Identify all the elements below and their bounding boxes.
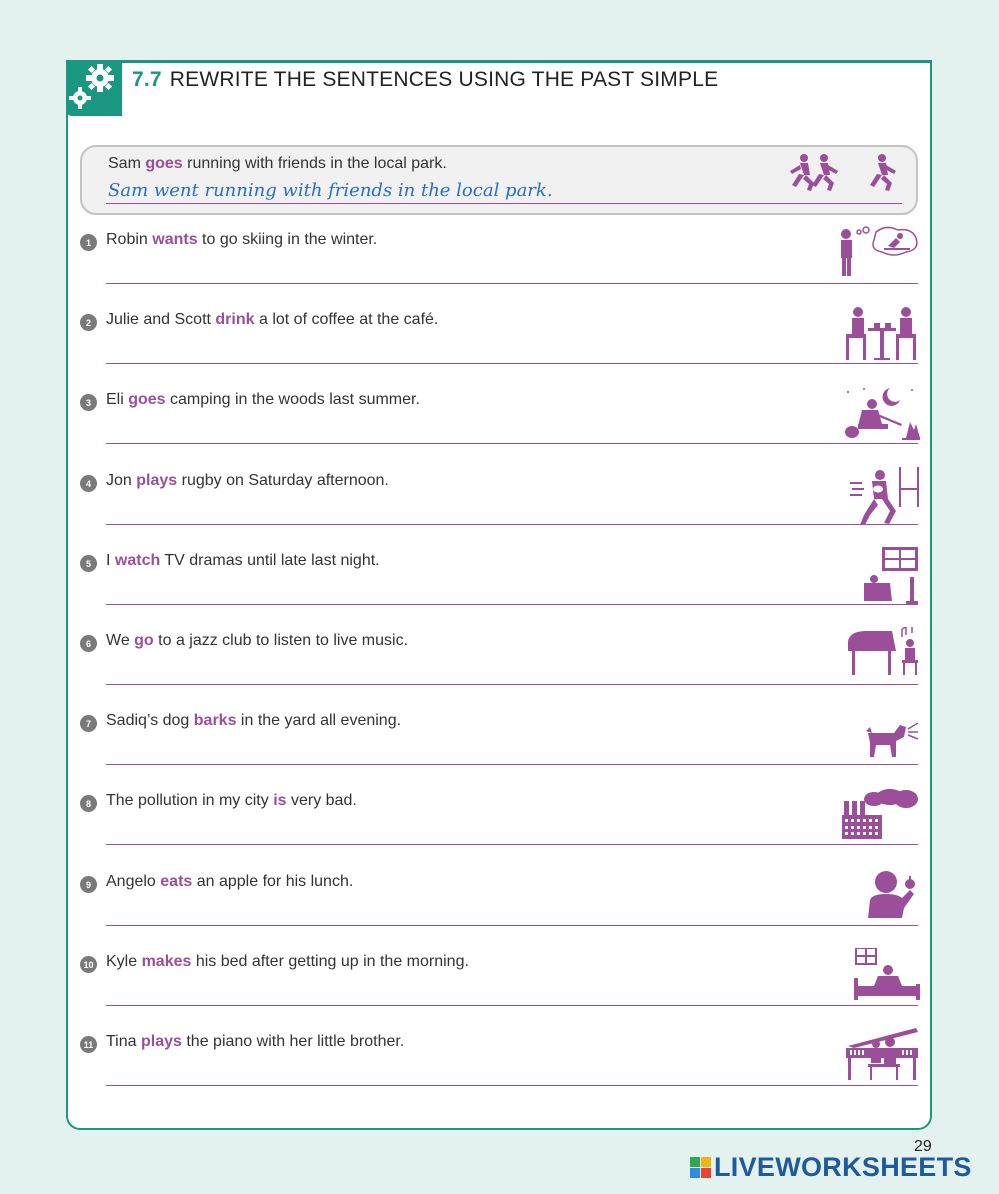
answer-line[interactable] bbox=[106, 764, 918, 765]
item-number: 9 bbox=[80, 876, 97, 893]
item-after: camping in the woods last summer. bbox=[165, 391, 420, 408]
piano-duet-icon bbox=[846, 1028, 920, 1082]
answer-line[interactable] bbox=[106, 925, 918, 926]
liveworksheets-logo bbox=[690, 1152, 972, 1183]
logo-squares-icon bbox=[690, 1157, 711, 1178]
item-sentence bbox=[106, 552, 380, 570]
item-after: the piano with her little brother. bbox=[181, 1033, 405, 1050]
item-number: 3 bbox=[80, 394, 97, 411]
item-before: Sadiq’s dog bbox=[106, 712, 194, 729]
item-number: 10 bbox=[80, 956, 97, 973]
making-bed-icon bbox=[854, 948, 920, 1004]
item-before: We bbox=[106, 632, 135, 649]
gears-icon bbox=[66, 60, 122, 116]
item-before: Tina bbox=[106, 1033, 141, 1050]
answer-line[interactable] bbox=[106, 604, 918, 605]
item-after: an apple for his lunch. bbox=[192, 873, 354, 890]
item-after: a lot of coffee at the café. bbox=[254, 311, 439, 328]
item-sentence bbox=[106, 472, 389, 490]
item-verb: watch bbox=[114, 552, 161, 569]
item-after: very bad. bbox=[286, 792, 357, 809]
item-after: TV dramas until late last night. bbox=[160, 552, 380, 569]
item-sentence bbox=[106, 873, 353, 891]
answer-line[interactable] bbox=[106, 684, 918, 685]
cafe-couple-icon bbox=[844, 306, 920, 362]
item-verb: eats bbox=[160, 873, 193, 890]
answer-line[interactable] bbox=[106, 524, 918, 525]
example-after: running with friends in the local park. bbox=[182, 155, 447, 172]
item-before: I bbox=[106, 552, 115, 569]
item-number: 5 bbox=[80, 555, 97, 572]
item-sentence bbox=[106, 632, 408, 650]
answer-line[interactable] bbox=[106, 844, 918, 845]
item-sentence bbox=[106, 1033, 404, 1051]
runners-icon bbox=[784, 153, 906, 199]
item-sentence bbox=[106, 311, 438, 329]
barking-dog-icon bbox=[864, 707, 920, 761]
item-verb: plays bbox=[136, 472, 178, 489]
item-verb: drink bbox=[215, 311, 255, 328]
brand-text: LIVEWORKSHEETS bbox=[714, 1152, 972, 1182]
rugby-player-icon bbox=[848, 467, 920, 527]
item-number: 6 bbox=[80, 635, 97, 652]
item-sentence bbox=[106, 231, 377, 249]
list-item bbox=[80, 306, 920, 386]
title-text: REWRITE THE SENTENCES USING THE PAST SIMPLE bbox=[169, 68, 719, 91]
item-before: Kyle bbox=[106, 953, 142, 970]
item-after: to go skiing in the winter. bbox=[197, 231, 378, 248]
page-number: 29 bbox=[914, 1138, 932, 1155]
list-item bbox=[80, 787, 920, 867]
list-item bbox=[80, 948, 920, 1028]
item-sentence bbox=[106, 712, 401, 730]
item-after: rugby on Saturday afternoon. bbox=[177, 472, 389, 489]
item-before: Jon bbox=[106, 472, 137, 489]
item-number: 2 bbox=[80, 314, 97, 331]
answer-line[interactable] bbox=[106, 443, 918, 444]
item-before: Angelo bbox=[106, 873, 161, 890]
list-item bbox=[80, 386, 920, 466]
list-item bbox=[80, 627, 920, 707]
list-item bbox=[80, 868, 920, 948]
answer-line[interactable] bbox=[106, 283, 918, 284]
item-verb: makes bbox=[141, 953, 192, 970]
item-verb: barks bbox=[193, 712, 237, 729]
item-number: 4 bbox=[80, 475, 97, 492]
tv-watching-icon bbox=[862, 547, 920, 605]
item-verb: is bbox=[273, 792, 287, 809]
exercise-title bbox=[132, 68, 718, 92]
list-item bbox=[80, 1028, 920, 1108]
item-number: 8 bbox=[80, 795, 97, 812]
item-before: Julie and Scott bbox=[106, 311, 216, 328]
example-answer-line bbox=[106, 203, 902, 204]
item-after: his bed after getting up in the morning. bbox=[191, 953, 469, 970]
item-before: Robin bbox=[106, 231, 153, 248]
item-verb: plays bbox=[140, 1033, 182, 1050]
answer-line[interactable] bbox=[106, 363, 918, 364]
item-verb: go bbox=[134, 632, 154, 649]
factory-pollution-icon bbox=[840, 787, 920, 841]
item-sentence bbox=[106, 391, 420, 409]
item-number: 11 bbox=[80, 1036, 97, 1053]
answer-line[interactable] bbox=[106, 1005, 918, 1006]
item-verb: wants bbox=[152, 231, 198, 248]
list-item bbox=[80, 707, 920, 787]
answer-line[interactable] bbox=[106, 1085, 918, 1086]
example-box bbox=[80, 145, 918, 215]
list-item bbox=[80, 547, 920, 627]
list-item bbox=[80, 226, 920, 306]
skier-thinking-icon bbox=[836, 226, 920, 280]
gears-badge bbox=[66, 60, 122, 116]
piano-player-icon bbox=[848, 627, 920, 679]
list-item bbox=[80, 467, 920, 547]
item-number: 7 bbox=[80, 715, 97, 732]
item-before: The pollution in my city bbox=[106, 792, 274, 809]
man-eating-apple-icon bbox=[864, 868, 920, 924]
example-before: Sam bbox=[108, 155, 146, 172]
item-before: Eli bbox=[106, 391, 129, 408]
section-number: 7.7 bbox=[132, 68, 162, 91]
item-number: 1 bbox=[80, 234, 97, 251]
campfire-icon bbox=[844, 386, 920, 442]
item-sentence bbox=[106, 792, 357, 810]
item-sentence bbox=[106, 953, 469, 971]
item-verb: goes bbox=[128, 391, 166, 408]
item-after: to a jazz club to listen to live music. bbox=[153, 632, 409, 649]
item-after: in the yard all evening. bbox=[236, 712, 402, 729]
example-sentence bbox=[108, 155, 447, 173]
example-answer: Sam went running with friends in the local park. bbox=[108, 180, 553, 201]
example-verb: goes bbox=[145, 155, 183, 172]
